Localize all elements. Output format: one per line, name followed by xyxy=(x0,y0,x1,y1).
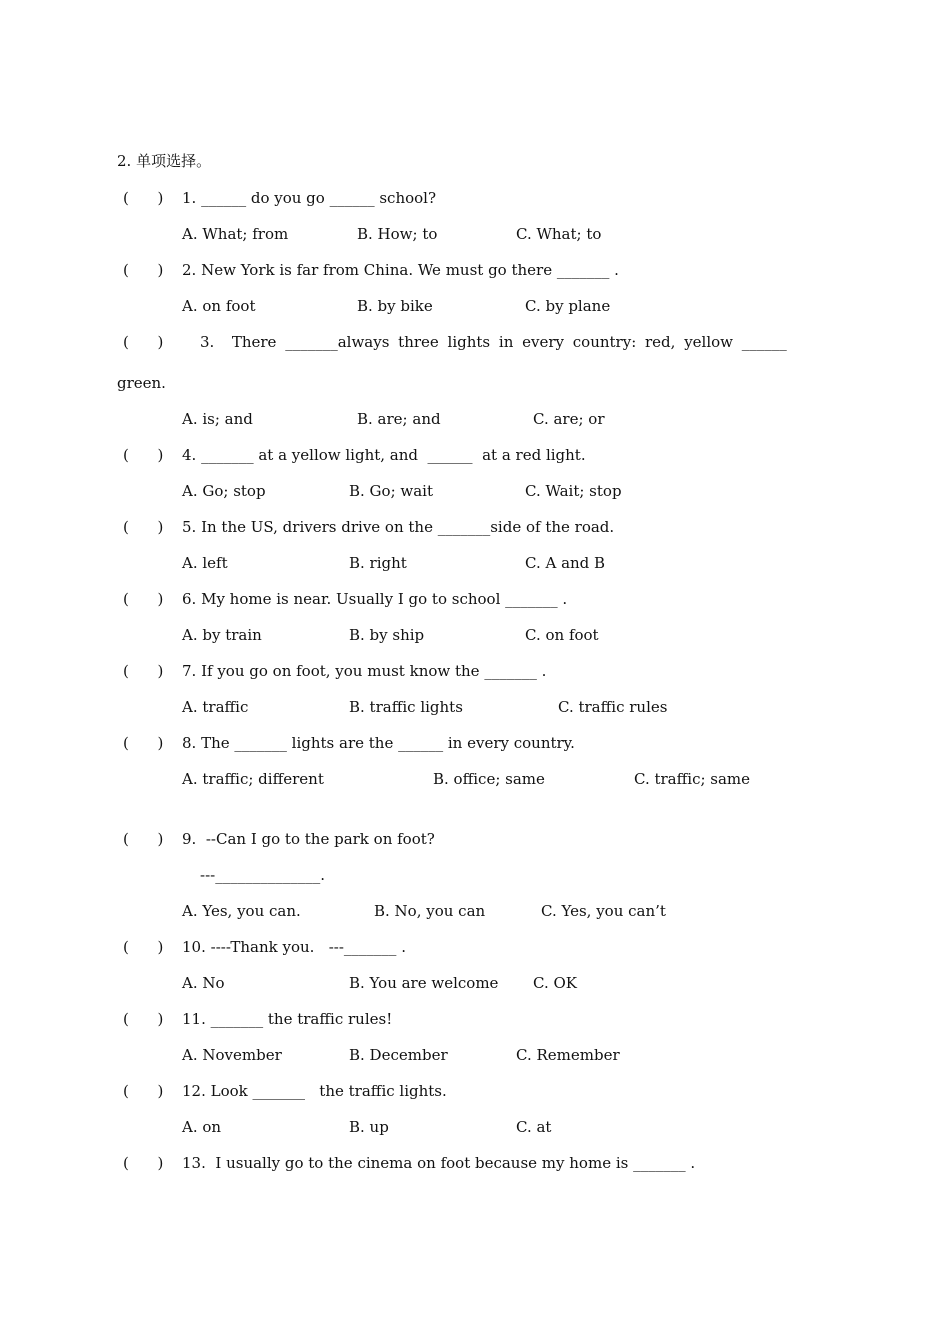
answer-blank-11: ( ) xyxy=(123,1010,164,1028)
question-10: 10. ----Thank you. ---_______ . xyxy=(182,938,406,956)
option-5-b: B. right xyxy=(349,554,407,572)
option-3-b: B. are; and xyxy=(357,410,441,428)
question-13: 13. I usually go to the cinema on foot because my home is _______ . xyxy=(182,1154,696,1172)
option-10-b: B. You are welcome xyxy=(349,974,499,992)
option-1-b: B. How; to xyxy=(357,225,438,243)
answer-blank-9: ( ) xyxy=(123,830,164,848)
answer-blank-3: ( ) xyxy=(123,333,164,351)
question-8: 8. The _______ lights are the ______ in every country. xyxy=(182,734,575,752)
option-3-c: C. are; or xyxy=(533,410,605,428)
answer-blank-10: ( ) xyxy=(123,938,164,956)
question-1: 1. ______ do you go ______ school? xyxy=(182,189,437,207)
question-9-response: ---______________. xyxy=(200,866,325,884)
option-4-a: A. Go; stop xyxy=(182,482,266,500)
option-5-a: A. left xyxy=(182,554,228,572)
option-3-a: A. is; and xyxy=(182,410,253,428)
question-9: 9. --Can I go to the park on foot? xyxy=(182,830,435,848)
question-5: 5. In the US, drivers drive on the _______side of the road. xyxy=(182,518,615,536)
answer-blank-13: ( ) xyxy=(123,1154,164,1172)
option-2-a: A. on foot xyxy=(182,297,256,315)
option-5-c: C. A and B xyxy=(525,554,606,572)
option-4-c: C. Wait; stop xyxy=(525,482,622,500)
option-7-a: A. traffic xyxy=(182,698,249,716)
option-8-a: A. traffic; different xyxy=(182,770,324,788)
option-7-c: C. traffic rules xyxy=(558,698,668,716)
option-1-a: A. What; from xyxy=(182,225,289,243)
answer-blank-4: ( ) xyxy=(123,446,164,464)
option-11-c: C. Remember xyxy=(516,1046,620,1064)
option-6-b: B. by ship xyxy=(349,626,425,644)
option-7-b: B. traffic lights xyxy=(349,698,463,716)
option-12-c: C. at xyxy=(516,1118,552,1136)
answer-blank-5: ( ) xyxy=(123,518,164,536)
question-4: 4. _______ at a yellow light, and ______ at a red light. xyxy=(182,446,586,464)
answer-blank-12: ( ) xyxy=(123,1082,164,1100)
option-2-b: B. by bike xyxy=(357,297,433,315)
option-8-b: B. office; same xyxy=(433,770,545,788)
option-2-c: C. by plane xyxy=(525,297,611,315)
option-8-c: C. traffic; same xyxy=(634,770,751,788)
answer-blank-1: ( ) xyxy=(123,189,164,207)
question-3-continuation: green. xyxy=(117,374,166,392)
question-3: 3. There _______always three lights in every country: red, yellow ______ xyxy=(200,333,787,351)
option-9-a: A. Yes, you can. xyxy=(182,902,301,920)
answer-blank-6: ( ) xyxy=(123,590,164,608)
answer-blank-8: ( ) xyxy=(123,734,164,752)
option-12-a: A. on xyxy=(182,1118,222,1136)
question-7: 7. If you go on foot, you must know the _______ . xyxy=(182,662,547,680)
option-11-a: A. November xyxy=(182,1046,282,1064)
option-9-c: C. Yes, you can’t xyxy=(541,902,666,920)
question-2: 2. New York is far from China. We must go there _______ . xyxy=(182,261,619,279)
section-title: 2. 单项选择。 xyxy=(117,152,212,170)
option-6-a: A. by train xyxy=(182,626,262,644)
option-4-b: B. Go; wait xyxy=(349,482,434,500)
option-6-c: C. on foot xyxy=(525,626,599,644)
question-11: 11. _______ the traffic rules! xyxy=(182,1010,393,1028)
option-11-b: B. December xyxy=(349,1046,448,1064)
question-6: 6. My home is near. Usually I go to school _______ . xyxy=(182,590,568,608)
option-10-c: C. OK xyxy=(533,974,577,992)
question-12: 12. Look _______ the traffic lights. xyxy=(182,1082,447,1100)
option-9-b: B. No, you can xyxy=(374,902,486,920)
option-12-b: B. up xyxy=(349,1118,389,1136)
option-10-a: A. No xyxy=(182,974,225,992)
answer-blank-7: ( ) xyxy=(123,662,164,680)
option-1-c: C. What; to xyxy=(516,225,602,243)
answer-blank-2: ( ) xyxy=(123,261,164,279)
